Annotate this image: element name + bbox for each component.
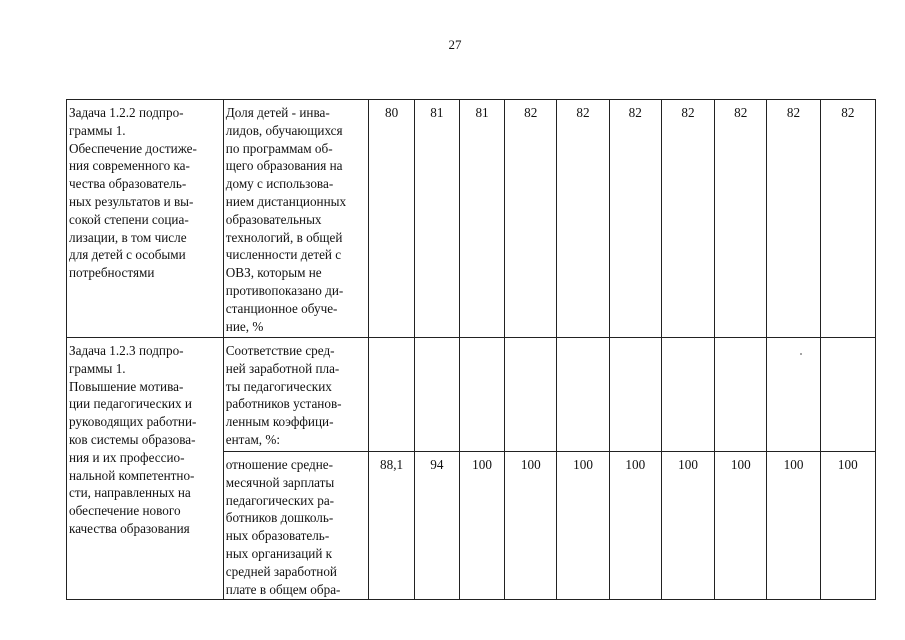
indicator-line: щего образования на bbox=[225, 158, 343, 174]
task-line: Повышение мотива- bbox=[69, 378, 184, 394]
task-line: чества образователь- bbox=[69, 176, 187, 192]
task-line: руководящих работни- bbox=[69, 414, 197, 430]
indicator-line: ленным коэффици- bbox=[225, 414, 334, 430]
task-line: обеспечение нового bbox=[69, 503, 181, 519]
value-cell: 100 bbox=[459, 452, 504, 600]
task-line: ния и их профессио- bbox=[69, 449, 185, 465]
indicator-cell bbox=[223, 338, 369, 452]
value-cell: 82 bbox=[715, 100, 767, 338]
table-row bbox=[67, 100, 876, 338]
indicator-line: месячной зарплаты bbox=[225, 474, 335, 490]
task-line: ных результатов и вы- bbox=[69, 193, 194, 209]
value-cell: 82 bbox=[820, 100, 875, 338]
task-line: для детей с особыми bbox=[69, 247, 186, 263]
value-cell: 100 bbox=[715, 452, 767, 600]
value-cell bbox=[505, 338, 557, 452]
task-line: граммы 1. bbox=[69, 360, 126, 376]
indicator-line: работников установ- bbox=[225, 396, 342, 412]
value-cell: 100 bbox=[557, 452, 609, 600]
value-cell bbox=[557, 338, 609, 452]
indicator-line: по программам об- bbox=[225, 140, 333, 156]
value-cell: 81 bbox=[459, 100, 504, 338]
task-line: нальной компетентно- bbox=[69, 467, 195, 483]
task-line: ков системы образова- bbox=[69, 431, 196, 447]
task-line: граммы 1. bbox=[69, 122, 126, 138]
value-cell bbox=[715, 338, 767, 452]
value-cell bbox=[661, 338, 714, 452]
indicator-line: Доля детей - инва- bbox=[225, 105, 330, 120]
indicator-line: технологий, в общей bbox=[225, 229, 343, 245]
task-line: Задача 1.2.3 подпро- bbox=[69, 343, 184, 358]
value-cell: 82 bbox=[557, 100, 609, 338]
task-line: Обеспечение достиже- bbox=[69, 140, 197, 156]
value-cell bbox=[459, 338, 504, 452]
indicator-line: лидов, обучающихся bbox=[225, 122, 343, 138]
task-line: лизации, в том числе bbox=[69, 229, 187, 245]
value-cell: 100 bbox=[820, 452, 875, 600]
value-cell: 82 bbox=[609, 100, 661, 338]
value-cell: 100 bbox=[505, 452, 557, 600]
indicator-line: ных образователь- bbox=[225, 528, 330, 544]
page-number: 27 bbox=[448, 37, 462, 52]
value-cell: 81 bbox=[414, 100, 459, 338]
task-line: сокой степени социа- bbox=[69, 211, 189, 227]
task-line: Задача 1.2.2 подпро- bbox=[69, 105, 184, 120]
indicator-line: численности детей с bbox=[225, 247, 342, 263]
indicator-line: противопоказано ди- bbox=[225, 282, 344, 298]
value-cell: 82 bbox=[661, 100, 714, 338]
value-cell bbox=[609, 338, 661, 452]
indicator-line: Соответствие сред- bbox=[225, 343, 335, 358]
indicator-line: отношение средне- bbox=[225, 457, 334, 472]
indicator-line: ОВЗ, которым не bbox=[225, 265, 322, 281]
indicator-line: педагогических ра- bbox=[225, 492, 335, 508]
indicator-line: дому с использова- bbox=[225, 176, 334, 192]
value-cell bbox=[820, 338, 875, 452]
value-cell: 80 bbox=[369, 100, 414, 338]
indicator-line: плате в общем обра- bbox=[225, 581, 341, 597]
value-cell bbox=[369, 338, 414, 452]
value-cell: 100 bbox=[767, 452, 820, 600]
value-cell bbox=[767, 338, 820, 452]
task-line: сти, направленных на bbox=[69, 485, 191, 501]
task-cell bbox=[67, 100, 224, 338]
indicator-line: нием дистанционных bbox=[225, 193, 347, 209]
value-cell bbox=[414, 338, 459, 452]
value-cell: 82 bbox=[505, 100, 557, 338]
indicator-line: ных организаций к bbox=[225, 545, 333, 561]
indicator-line: ентам, %: bbox=[225, 431, 281, 447]
indicator-line: ботников дошколь- bbox=[225, 510, 334, 526]
value-cell: 88,1 bbox=[369, 452, 414, 600]
indicator-line: средней заработной bbox=[225, 563, 337, 579]
value-cell: 94 bbox=[414, 452, 459, 600]
indicator-line: ты педагогических bbox=[225, 378, 332, 394]
value-cell: 100 bbox=[609, 452, 661, 600]
value-cell: 100 bbox=[661, 452, 714, 600]
indicator-line: станционное обуче- bbox=[225, 300, 338, 316]
indicators-table bbox=[66, 99, 876, 600]
task-line: качества образования bbox=[69, 520, 190, 536]
task-line: ции педагогических и bbox=[69, 396, 192, 412]
table-row bbox=[67, 338, 876, 452]
indicator-line: образовательных bbox=[225, 211, 322, 227]
indicator-line: ние, % bbox=[225, 318, 264, 334]
task-line: ния современного ка- bbox=[69, 158, 190, 174]
indicator-cell bbox=[223, 100, 369, 338]
indicator-cell bbox=[223, 452, 369, 600]
indicator-line: ней заработной пла- bbox=[225, 360, 340, 376]
speck-mark bbox=[800, 353, 802, 355]
task-line: потребностями bbox=[69, 265, 155, 281]
task-cell bbox=[67, 338, 224, 600]
value-cell: 82 bbox=[767, 100, 820, 338]
